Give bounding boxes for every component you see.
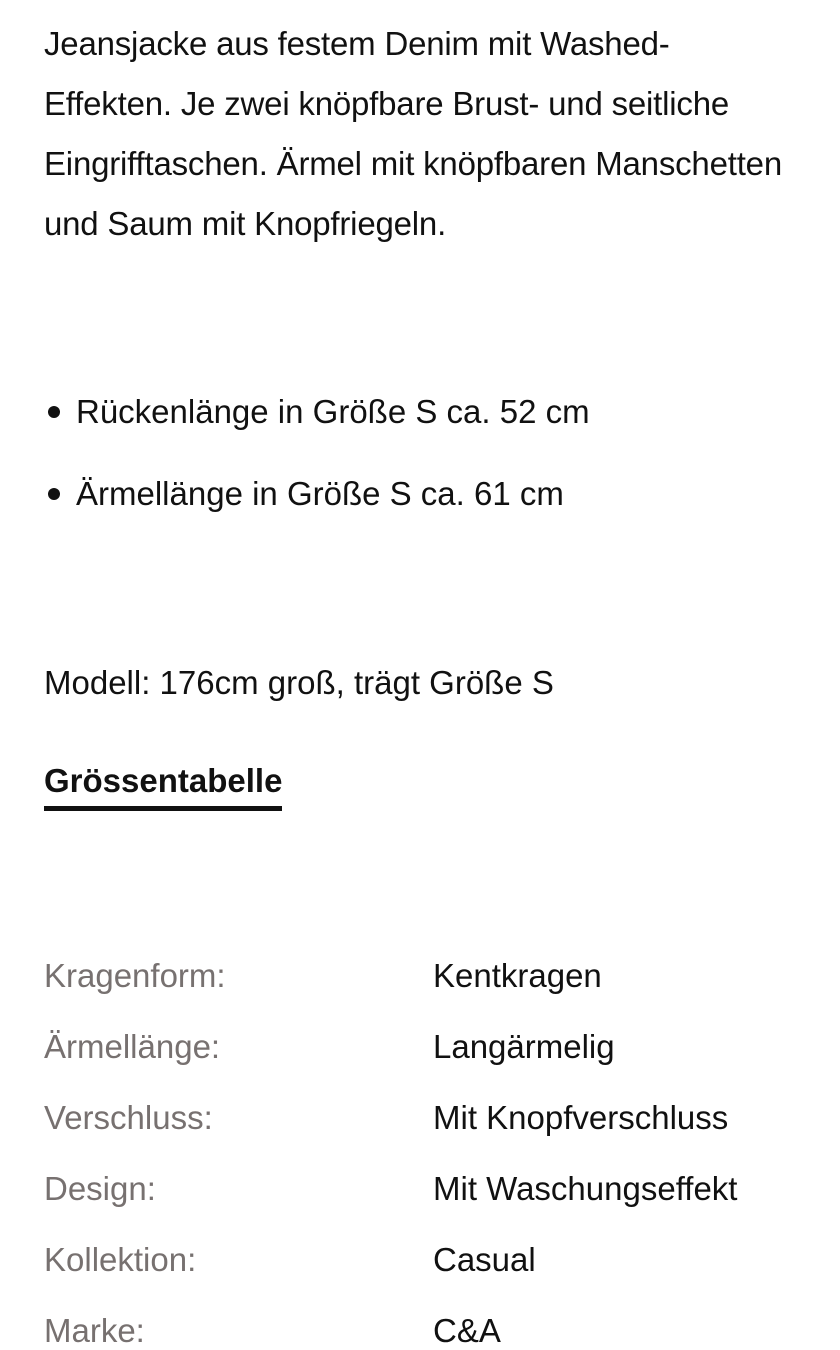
attribute-row-collection [44, 1224, 824, 1295]
size-table-link[interactable]: Grössentabelle [44, 758, 282, 811]
bullet-icon [48, 406, 60, 418]
attribute-row-design [44, 1153, 824, 1224]
attribute-value: Mit Waschungseffekt [433, 1169, 738, 1207]
attribute-row-brand [44, 1295, 824, 1350]
attribute-row-collar [44, 940, 824, 1011]
attribute-value: C&A [433, 1311, 501, 1349]
product-measurements-list [44, 392, 590, 556]
list-item [44, 474, 590, 514]
product-attributes-table [44, 940, 824, 1350]
list-item [44, 392, 590, 432]
attribute-label: Marke: [44, 1311, 145, 1349]
attribute-label: Kragenform: [44, 956, 226, 994]
measurement-sleeve-length: Ärmellänge in Größe S ca. 61 cm [76, 475, 564, 512]
attribute-value: Langärmelig [433, 1027, 615, 1065]
attribute-value: Casual [433, 1240, 536, 1278]
attribute-label: Kollektion: [44, 1240, 197, 1278]
attribute-value: Kentkragen [433, 956, 602, 994]
model-info: Modell: 176cm groß, trägt Größe S [44, 664, 554, 701]
product-description: Jeansjacke aus festem Denim mit Washed-Effekten. Je zwei knöpfbare Brust- und seitliche Eingrifftaschen. Ärmel mit knöpfbaren Manschetten und Saum mit Knopfriegeln. [44, 25, 782, 242]
attribute-label: Design: [44, 1169, 156, 1207]
attribute-label: Verschluss: [44, 1098, 213, 1136]
attribute-row-closure [44, 1082, 824, 1153]
attribute-label: Ärmellänge: [44, 1027, 221, 1065]
measurement-back-length: Rückenlänge in Größe S ca. 52 cm [76, 393, 590, 430]
attribute-row-sleeve [44, 1011, 824, 1082]
attribute-value: Mit Knopfverschluss [433, 1098, 729, 1136]
bullet-icon [48, 488, 60, 500]
